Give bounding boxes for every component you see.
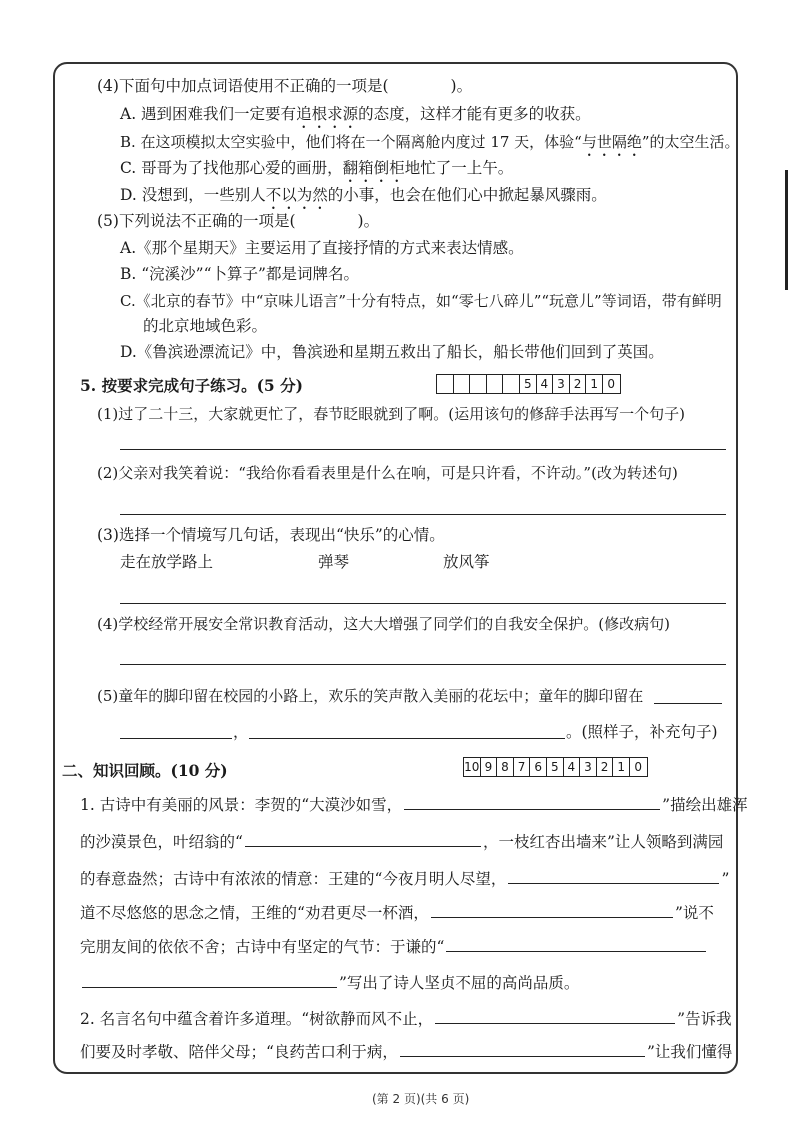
- s5-item3-option1: 走在放学路上: [120, 553, 214, 571]
- q4-option-a[interactable]: A. 遇到困难我们一定要有追根求源的态度，这样才能有更多的收获。: [120, 105, 591, 123]
- section5-score-box: [436, 374, 621, 394]
- s2-q2-blank1[interactable]: [435, 1008, 675, 1024]
- score-cell[interactable]: [503, 375, 520, 393]
- q5-option-b[interactable]: B. “浣溪沙”“卜算子”都是词牌名。: [120, 265, 359, 283]
- score-cell[interactable]: 3: [580, 758, 597, 776]
- page-footer: (第 2 页)(共 6 页): [372, 1092, 470, 1106]
- score-cell[interactable]: 2: [597, 758, 614, 776]
- score-cell[interactable]: 1: [613, 758, 630, 776]
- s2-q1-line6: ”写出了诗人坚贞不屈的高尚品质。: [80, 972, 579, 993]
- q5-stem: (5)下列说法不正确的一项是( )。: [97, 212, 380, 230]
- q4-option-b[interactable]: B. 在这项模拟太空实验中，他们将在一个隔离舱内度过 17 天，体验“与世隔绝”的太空生活。: [120, 133, 740, 151]
- score-cell[interactable]: 4: [564, 758, 581, 776]
- score-cell[interactable]: 0: [634, 760, 643, 774]
- score-cell[interactable]: 9: [481, 758, 498, 776]
- score-cell[interactable]: 4: [537, 375, 554, 393]
- section2-title: 二、知识回顾。(10 分): [62, 761, 228, 780]
- s5-item3-option3: 放风筝: [443, 553, 490, 571]
- s2-q1-blank4[interactable]: [431, 902, 673, 918]
- s5-item1-answer-line[interactable]: [120, 449, 726, 450]
- s2-q1-line2: 的沙漠景色，叶绍翁的“ ，一枝红杏出墙来”让人领略到满园: [80, 833, 724, 851]
- q4-option-d[interactable]: D. 没想到，一些别人不以为然的小事，也会在他们心中掀起暴风骤雨。: [120, 186, 607, 204]
- s2-q1-line3: 的春意盎然；古诗中有浓浓的情意：王建的“今夜月明人尽望， ”: [80, 870, 730, 888]
- s5-item5-blank1[interactable]: [654, 703, 722, 704]
- s2-q1-blank2[interactable]: [245, 831, 481, 847]
- s5-item3-answer-line[interactable]: [120, 603, 726, 604]
- score-cell[interactable]: [470, 375, 487, 393]
- score-cell[interactable]: 3: [553, 375, 570, 393]
- s2-q2-blank2[interactable]: [400, 1041, 645, 1057]
- score-cell[interactable]: 7: [514, 758, 531, 776]
- s5-item2-answer-line[interactable]: [120, 514, 726, 515]
- score-cell[interactable]: 10: [464, 760, 480, 774]
- s5-item2: (2)父亲对我笑着说：“我给你看看表里是什么在响，可是只许看，不许动。”(改为转述句): [97, 464, 678, 482]
- binding-edge-mark: [785, 170, 788, 290]
- s2-q1-blank5[interactable]: [446, 936, 706, 952]
- score-cell[interactable]: 1: [586, 375, 603, 393]
- s2-q1-line4: 道不尽悠悠的思念之情，王维的“劝君更尽一杯酒， ”说不: [80, 904, 714, 922]
- q5-option-a[interactable]: A.《那个星期天》主要运用了直接抒情的方式来表达情感。: [120, 239, 524, 257]
- score-cell[interactable]: [437, 375, 454, 393]
- q5-option-d[interactable]: D.《鲁滨逊漂流记》中，鲁滨逊和星期五救出了船长，船长带他们回到了英国。: [120, 343, 664, 361]
- score-cell[interactable]: 6: [530, 758, 547, 776]
- q5-option-c-line1[interactable]: C.《北京的春节》中“京味儿语言”十分有特点，如“零七八碎儿”“玩意儿”等词语，带有鲜明: [120, 292, 722, 310]
- s5-item5-instruction: 。(照样子，补充句子): [566, 723, 718, 741]
- s2-q2-line1: 2. 名言名句中蕴含着许多道理。“树欲静而风不止， ”告诉我: [80, 1010, 732, 1028]
- s5-item4: (4)学校经常开展安全常识教育活动，这大大增强了同学们的自我安全保护。(修改病句): [97, 615, 670, 633]
- s2-q1-line1: 1. 古诗中有美丽的风景：李贺的“大漠沙如雪， ”描绘出雄浑: [80, 796, 748, 814]
- s2-q1-blank3[interactable]: [508, 868, 719, 884]
- score-cell[interactable]: 5: [547, 758, 564, 776]
- s5-item5: (5)童年的脚印留在校园的小路上，欢乐的笑声散入美丽的花坛中；童年的脚印留在: [97, 687, 644, 705]
- s2-q2-line2: 们要及时孝敬、陪伴父母；“良药苦口利于病， ”让我们懂得: [80, 1043, 733, 1061]
- s5-item5-blank3[interactable]: [249, 738, 565, 739]
- score-cell[interactable]: [487, 375, 504, 393]
- s5-item3: (3)选择一个情境写几句话，表现出“快乐”的心情。: [97, 526, 445, 544]
- s5-item3-option2: 弹琴: [318, 553, 350, 571]
- score-cell[interactable]: 8: [497, 758, 514, 776]
- score-cell[interactable]: 5: [520, 375, 537, 393]
- s5-item4-answer-line[interactable]: [120, 664, 726, 665]
- q5-option-c-line2: 的北京地域色彩。: [143, 317, 268, 335]
- s2-q1-line5: 完朋友间的依依不舍；古诗中有坚定的气节：于谦的“: [80, 936, 708, 957]
- q4-option-c[interactable]: C. 哥哥为了找他那心爱的画册，翻箱倒柜地忙了一上午。: [120, 159, 514, 177]
- q4-stem: (4)下面句中加点词语使用不正确的一项是( )。: [97, 77, 473, 95]
- score-cell[interactable]: 2: [570, 375, 587, 393]
- s5-item5-comma: ，: [233, 723, 249, 741]
- s2-q1-blank6[interactable]: [82, 972, 337, 988]
- section2-score-box: [463, 757, 648, 777]
- s5-item1: (1)过了二十三，大家就更忙了，春节眨眼就到了啊。(运用该句的修辞手法再写一个句子): [97, 405, 685, 423]
- s5-item5-blank2[interactable]: [120, 738, 232, 739]
- score-cell[interactable]: 0: [607, 377, 616, 391]
- s2-q1-blank1[interactable]: [404, 794, 660, 810]
- score-cell[interactable]: [454, 375, 471, 393]
- section5-title: 5. 按要求完成句子练习。(5 分): [80, 376, 303, 395]
